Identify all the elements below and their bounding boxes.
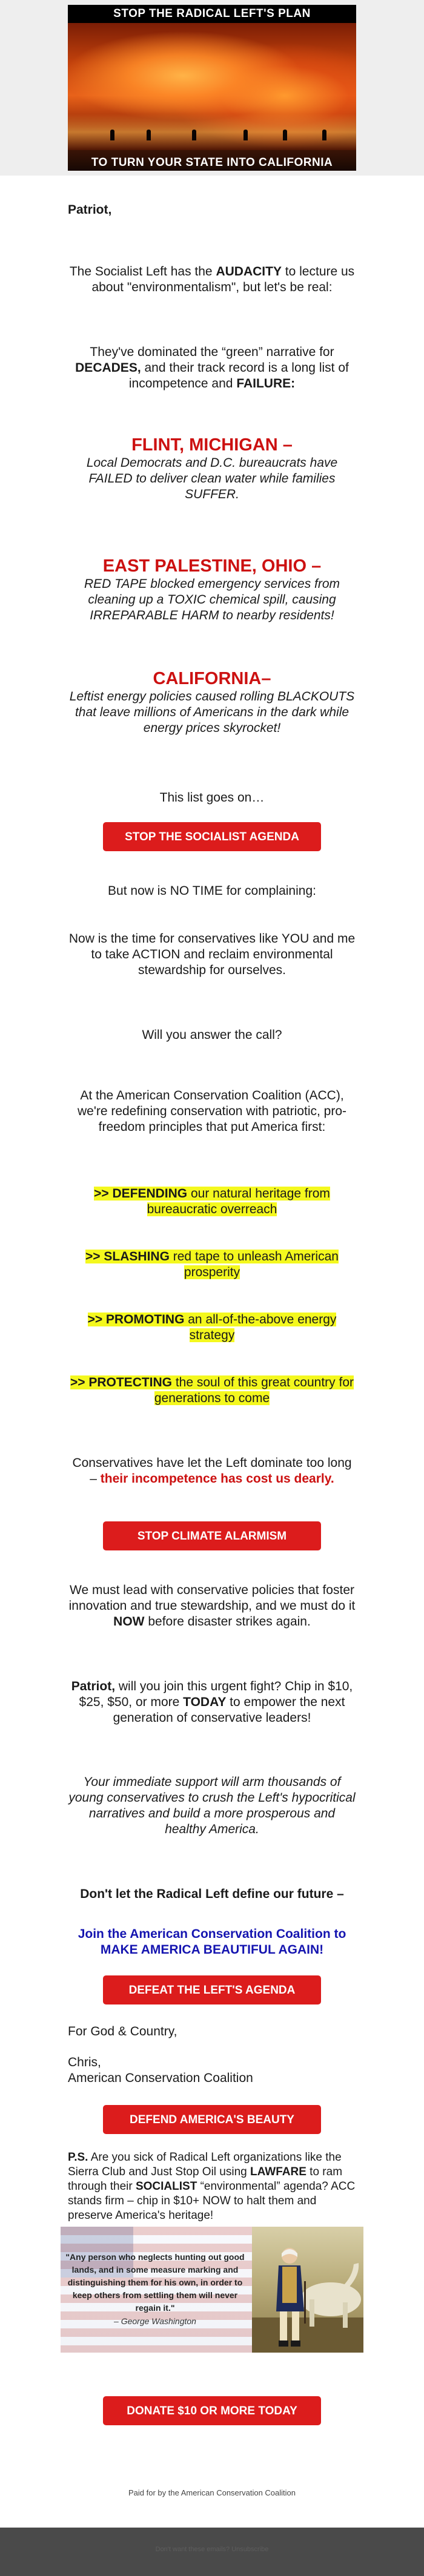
pillar-promoting: >> PROMOTING an all-of-the-above energy strategy [87,1313,337,1342]
acc-intro-text: At the American Conservation Coalition (ACC), we're redefining conservation with patriotic, pro-freedom principles that put America first: [77,1089,347,1134]
pillar-slashing: >> SLASHING red tape to unleash American prosperity [85,1250,339,1279]
defeat-lefts-agenda-button[interactable]: DEFEAT THE LEFT'S AGENDA [103,1975,321,2004]
hero-top-caption: STOP THE RADICAL LEFT'S PLAN [113,7,311,20]
support-text: Your immediate support will arm thousands of young conservatives to crush the Left's hypocritical narratives and build a more prosperous and healthy America. [68,1775,356,1836]
pillar-protecting: >> PROTECTING the soul of this great country for generations to come [70,1375,354,1405]
firefighter-silhouette [192,130,196,140]
unsubscribe-link[interactable]: Don't want these emails? Unsubscribe [155,2546,269,2553]
failure-body: Local Democrats and D.C. bureaucrats have FAILED to deliver clean water while families SUFFER. [86,456,338,501]
signoff-name: Chris, [68,2055,101,2069]
dont-let-text: Don't let the Radical Left define our future – [80,1887,344,1901]
paid-for-disclaimer: Paid for by the American Conservation Coalition [128,2488,296,2497]
intro-paragraph-2: They've dominated the “green” narrative for DECADES, and their track record is a long list of incompetence and FAILURE: [75,345,349,390]
postscript: P.S. Are you sick of Radical Left organizations like the Sierra Club and Just Stop Oil using LAWFARE to ram through their SOCIALIST “environmental” agenda? ACC stands firm – chip in $10+ NOW to halt them and preserve America's heritage! [68,2151,356,2222]
washington-portrait [252,2227,363,2353]
firefighter-silhouette [243,130,248,140]
quote-attribution: – George Washington [114,2316,196,2326]
washington-quote-card [61,2227,363,2353]
join-text[interactable]: Join the American Conservation Coalition to MAKE AMERICA BEAUTIFUL AGAIN! [78,1927,346,1957]
no-time-text: But now is NO TIME for complaining: [108,884,316,898]
hero-bottom-caption: TO TURN YOUR STATE INTO CALIFORNIA [91,156,333,169]
failure-title: EAST PALESTINE, OHIO – [102,556,322,576]
failure-body: Leftist energy policies caused rolling BLACKOUTS that leave millions of Americans in the dark while energy prices skyrocket! [69,690,355,735]
hero-banner[interactable] [68,5,356,171]
portrait-illustration [252,2227,363,2353]
now-time-text: Now is the time for conservatives like YOU and me to take ACTION and reclaim environmental stewardship for ourselves. [68,932,356,977]
ask-text: Patriot, will you join this urgent fight? Chip in $10, $25, $50, or more TODAY to empower the next generation of conservative leaders! [71,1679,353,1725]
stop-socialist-agenda-button[interactable]: STOP THE SOCIALIST AGENDA [103,822,321,851]
answer-call-text: Will you answer the call? [142,1028,282,1042]
firefighter-silhouette [147,130,151,140]
signoff-org: American Conservation Coalition [68,2071,253,2085]
firefighter-silhouette [283,130,287,140]
stop-climate-alarmism-button[interactable]: STOP CLIMATE ALARMISM [103,1521,321,1550]
too-long-text: Conservatives have let the Left dominate too long – their incompetence has cost us dearly. [72,1456,352,1486]
must-lead-text: We must lead with conservative policies that foster innovation and true stewardship, and we must do it NOW before disaster strikes again. [68,1583,356,1629]
defend-americas-beauty-button[interactable]: DEFEND AMERICA'S BEAUTY [103,2105,321,2134]
failure-title: CALIFORNIA– [153,669,271,688]
firefighter-silhouette [110,130,114,140]
wildfire-image [68,23,356,155]
firefighter-silhouette [322,130,326,140]
list-goes-on: This list goes on… [159,791,265,805]
intro-paragraph-1: The Socialist Left has the AUDACITY to lecture us about "environmentalism", but let's be real: [69,265,355,294]
signoff-line1: For God & Country, [68,2024,177,2038]
greeting: Patriot, [68,203,112,217]
pillar-defending: >> DEFENDING our natural heritage from bureaucratic overreach [94,1187,330,1216]
donate-button[interactable]: DONATE $10 OR MORE TODAY [103,2396,321,2425]
failure-flint [68,435,356,502]
failure-east-palestine [68,556,356,624]
quote-text: "Any person who neglects hunting out good lands, and in some measure marking and distinguishing them for his own, in order to keep others from settling them will never regain it." [65,2252,245,2313]
failure-body: RED TAPE blocked emergency services from cleaning up a TOXIC chemical spill, causing IRREPARABLE HARM to nearby residents! [84,577,340,622]
failure-title: FLINT, MICHIGAN – [131,435,293,455]
failure-california [68,668,356,736]
